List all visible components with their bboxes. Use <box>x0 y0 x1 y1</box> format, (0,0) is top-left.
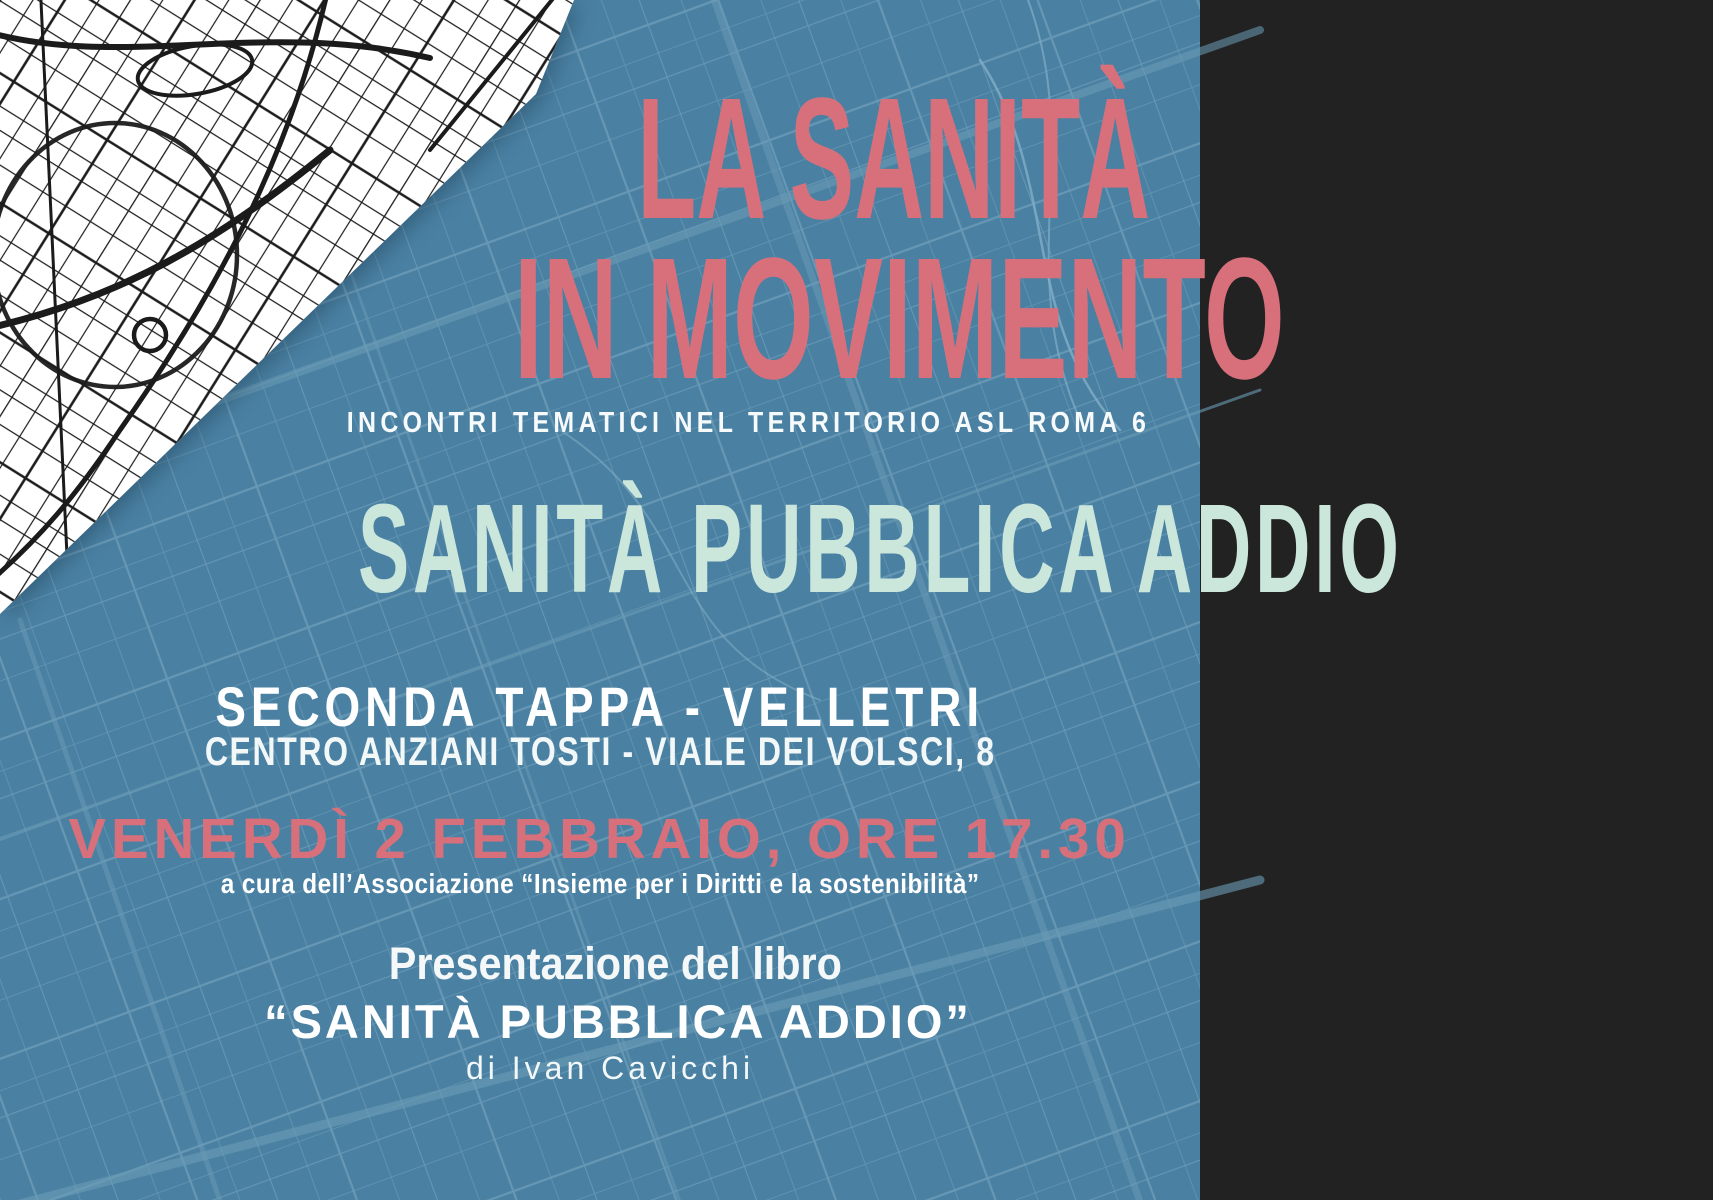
title-line-1-text: LA SANITÀ <box>636 61 1150 255</box>
stage-name-text: SECONDA TAPPA - VELLETRI <box>215 675 985 738</box>
banner-title-text: SANITÀ PUBBLICA ADDIO <box>357 478 1403 619</box>
organizer-text: a cura dell’Associazione “Insieme per i Diritti e la sostenibilità” <box>220 868 980 899</box>
subtitle-text: INCONTRI TEMATICI NEL TERRITORIO ASL ROMA 6 <box>346 407 1150 439</box>
book-author-text: di Ivan Cavicchi <box>465 1050 755 1086</box>
book-title-text: “SANITÀ PUBBLICA ADDIO” <box>264 995 972 1048</box>
title-line-2-text: IN MOVIMENTO <box>513 221 1285 415</box>
event-datetime-text: VENERDÌ 2 FEBBRAIO, ORE 17.30 <box>68 807 1132 871</box>
stage-venue-text: CENTRO ANZIANI TOSTI - VIALE DEI VOLSCI, 8 <box>204 730 996 774</box>
book-intro-text: Presentazione del libro <box>388 938 842 989</box>
